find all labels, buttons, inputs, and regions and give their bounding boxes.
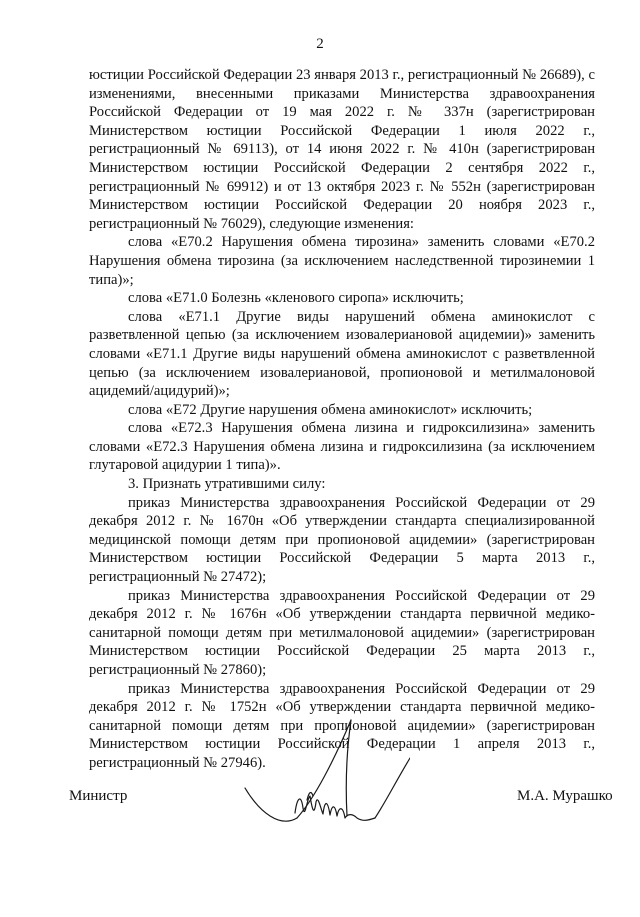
page-number: 2 [316,36,324,52]
signer-position: Министр [69,788,128,804]
signer-name: М.А. Мурашко [517,788,613,804]
paragraph: приказ Министерства здравоохранения Российской Федерации от 29 декабря 2012 г. № 1676н «Об утверждении стандарта первичной медико-санитарной помощи детям при метилмалоновой ацидемии» (зарегистрирован Министерством юстиции Российской Федерации 25 марта 2013 г., регистрационный № 27860); [89,587,595,678]
paragraph: 3. Признать утратившими силу: [128,476,326,493]
paragraph: приказ Министерства здравоохранения Российской Федерации от 29 декабря 2012 г. № 1752н «Об утверждении стандарта первичной медико-санитарной помощи детям при пропионовой ацидемии» (зарегистрирован Министерством юстиции Российской Федерации 1 апреля 2013 г., регистрационный № 27946). [89,680,595,771]
paragraph: слова «Е71.1 Другие виды нарушений обмена аминокислот с разветвленной цепью (за исключением изовалериановой ацидемии)» заменить словами «Е71.1 Другие виды нарушений обмена аминокислот с разветвленной цепью (за исключением изовалериановой, пропионовой и метилмалоновой ацидемий/ацидурий)»; [89,308,595,400]
paragraph: слова «Е72 Другие нарушения обмена аминокислот» исключить; [128,401,533,418]
paragraph: приказ Министерства здравоохранения Российской Федерации от 29 декабря 2012 г. № 1670н «Об утверждении стандарта специализированной медицинской помощи детям при пропионовой ацидемии» (зарегистрирован Министерством юстиции Российской Федерации 5 марта 2013 г., регистрационный № 27472); [89,494,595,586]
paragraph: слова «Е71.0 Болезнь «кленового сиропа» исключить; [128,290,464,307]
document-body [89,66,595,773]
paragraph: юстиции Российской Федерации 23 января 2013 г., регистрационный № 26689), с изменениями, внесенными приказами Министерства здравоохранения Российской Федерации от 19 мая 2022 г. № 337н (зарегистрирован Министерством юстиции Российской Федерации 1 июля 2022 г., регистрационный № 69113), от 14 июня 2022 г. № 410н (зарегистрирован Министерством юстиции Российской Федерации 2 сентября 2022 г., регистрационный № 69912) и от 13 октября 2023 г. № 552н (зарегистрирован Министерством юстиции Российской Федерации 20 ноября 2023 г., регистрационный № 76029), следующие изменения: [89,67,595,232]
paragraph: слова «Е70.2 Нарушения обмена тирозина» заменить словами «Е70.2 Нарушения обмена тирозина (за исключением наследственной тирозинемии 1 типа)»; [89,234,595,288]
paragraph: слова «Е72.3 Нарушения обмена лизина и гидроксилизина» заменить словами «Е72.3 Нарушения обмена лизина и гидроксилизина (за исключением глутаровой ацидурии 1 типа)». [89,420,595,474]
